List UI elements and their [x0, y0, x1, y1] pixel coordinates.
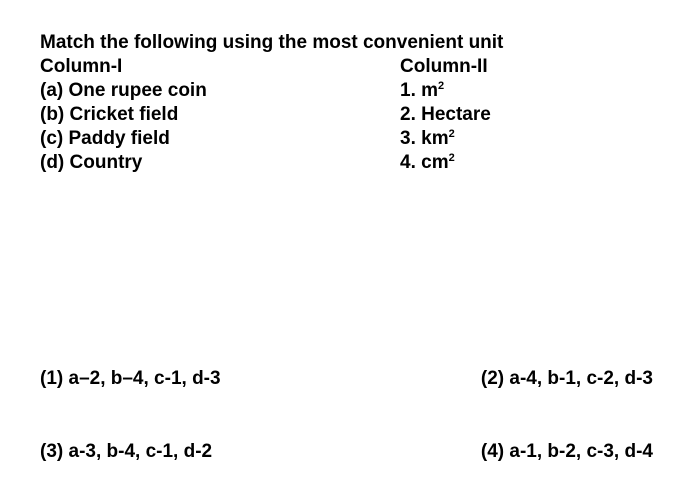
- answer-option-4[interactable]: (4) a-1, b-2, c-3, d-4: [480, 441, 653, 462]
- column-2-item-3: [400, 127, 455, 151]
- answer-option-2[interactable]: (2) a-4, b-1, c-2, d-3: [480, 368, 653, 389]
- answer-option-3[interactable]: (3) a-3, b-4, c-1, d-2: [40, 441, 213, 462]
- column-2-item-text: 4. cm: [400, 152, 449, 173]
- column-2-item-2: [400, 103, 491, 127]
- superscript: 2: [438, 80, 445, 92]
- superscript: 2: [448, 128, 455, 140]
- column-2-item-1: [400, 79, 444, 103]
- column-2-item-4: [400, 151, 455, 175]
- column-2-item-text: 2. Hectare: [400, 104, 491, 125]
- column-2-item-text: 3. km: [400, 128, 449, 149]
- column-1-item-d: (d) Country: [40, 152, 143, 173]
- column-1-item-c: (c) Paddy field: [40, 128, 170, 149]
- column-1-item-a: (a) One rupee coin: [40, 80, 207, 101]
- question-title: Match the following using the most convenient unit: [40, 32, 504, 53]
- answer-option-1[interactable]: (1) a–2, b–4, c-1, d-3: [40, 368, 221, 389]
- column-2-item-text: 1. m: [400, 80, 439, 101]
- column-1-header: Column-I: [40, 56, 123, 77]
- column-2-header: Column-II: [400, 56, 488, 77]
- superscript: 2: [448, 152, 455, 164]
- column-1-item-b: (b) Cricket field: [40, 104, 179, 125]
